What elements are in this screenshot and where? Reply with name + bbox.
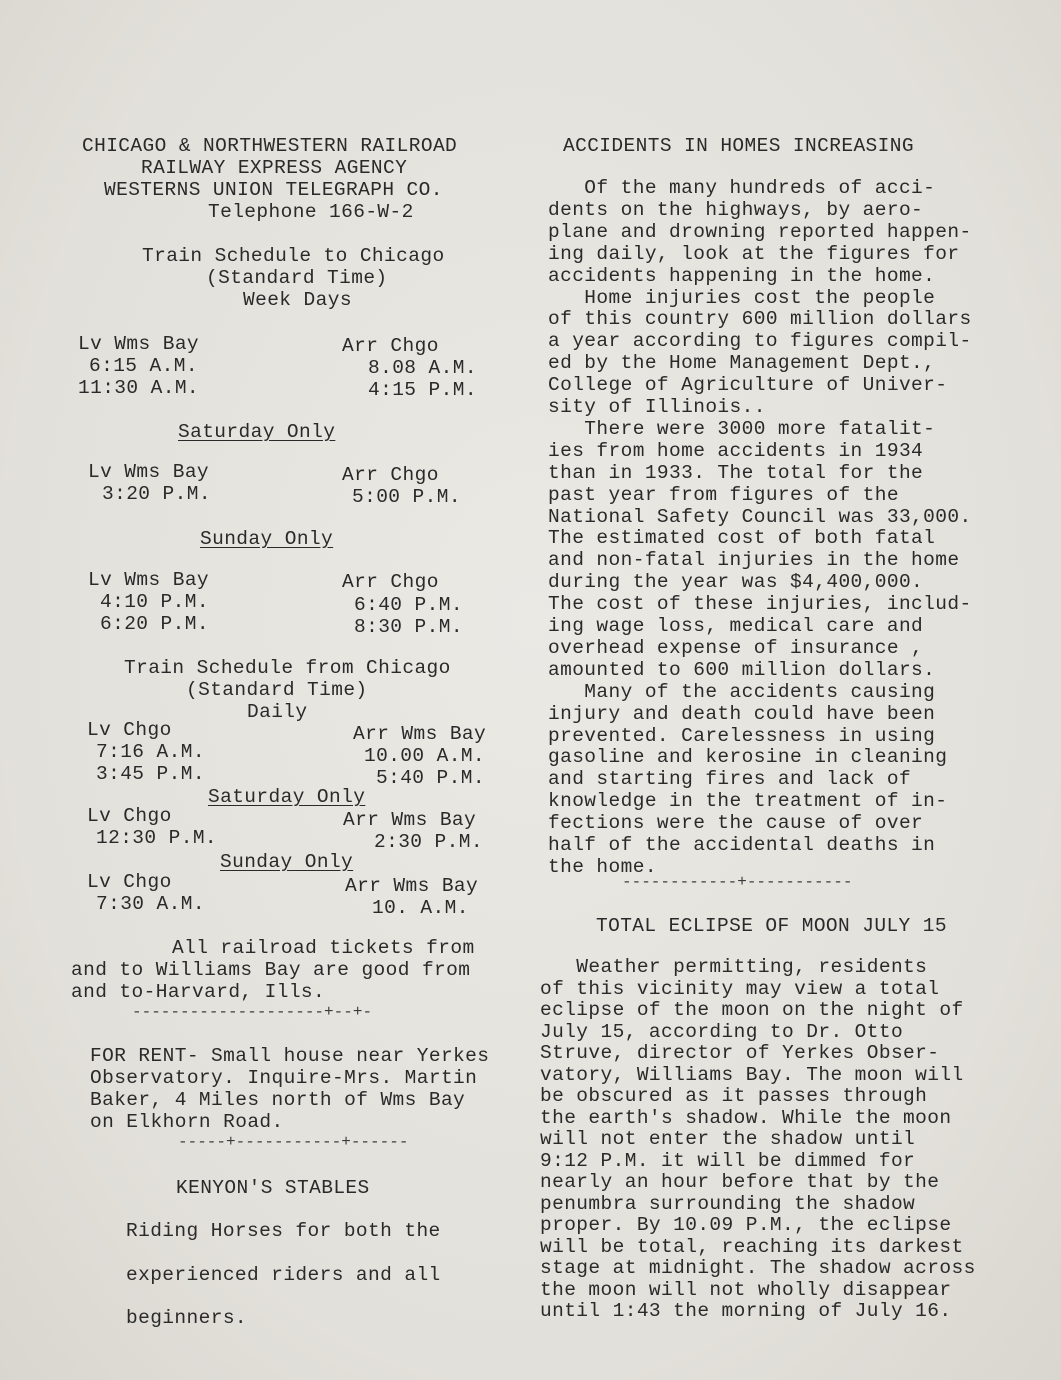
to-saturday-lv-1: 3:20 P.M. [102,483,211,505]
from-saturday-lv-1: 12:30 P.M. [96,827,218,849]
eclipse-title: TOTAL ECLIPSE OF MOON JULY 15 [596,915,947,937]
to-chicago-standard-time: (Standard Time) [206,267,388,289]
eclipse-text-line: vatory, Williams Bay. The moon will [540,1063,964,1086]
separator-line: -----+-----------+------ [178,1133,409,1151]
accidents-text-line: fections were the cause of over [548,812,924,835]
accidents-text-line: dents on the highways, by aero- [548,198,924,221]
from-chicago-daily: Daily [247,701,308,723]
eclipse-text-line: penumbra surrounding the shadow [540,1192,916,1215]
accidents-text-line: College of Agriculture of Univer- [548,374,948,397]
from-chicago-standard-time: (Standard Time) [186,679,368,701]
weekdays-lv-2: 11:30 A.M. [78,377,200,399]
from-saturday-lv-label: Lv Chgo [87,805,172,827]
eclipse-text-line: stage at midnight. The shadow across [540,1257,976,1279]
accidents-text-line: Many of the accidents causing [548,680,936,703]
eclipse-text-line: nearly an hour before that by the [540,1171,940,1193]
weekdays-arr-1: 8.08 A.M. [368,357,477,379]
eclipse-text-line: will not enter the shadow until [540,1128,916,1150]
accidents-text-line: amounted to 600 million dollars. [548,658,936,681]
eclipse-text-line: of this vicinity may view a total [540,977,940,1000]
for-rent-line-1: FOR RENT- Small house near Yerkes [90,1045,490,1067]
from-sunday-lv-1: 7:30 A.M. [96,893,205,915]
accidents-text-line: ing wage loss, medical care and [548,615,924,637]
accidents-text-line: and non-fatal injuries in the home [548,549,960,572]
accidents-text-line: accidents happening in the home. [548,264,936,287]
to-sunday-lv-1: 4:10 P.M. [100,591,209,613]
from-saturday-heading: Saturday Only [208,786,366,808]
tickets-note-line-3: and to-Harvard, Ills. [71,981,326,1003]
accidents-text-line: past year from figures of the [548,483,899,506]
accidents-text-line: The estimated cost of both fatal [548,527,936,550]
weekdays-lv-1: 6:15 A.M. [89,355,198,377]
accidents-text-line: plane and drowning reported happen- [548,220,972,243]
eclipse-text-line: the earth's shadow. While the moon [540,1106,952,1129]
header-line-express: RAILWAY EXPRESS AGENCY [141,157,408,179]
from-sunday-arr-1: 10. A.M. [372,897,469,919]
accidents-text-line: The cost of these injuries, includ- [548,593,972,616]
to-saturday-heading: Saturday Only [178,421,336,443]
to-saturday-arr-label: Arr Chgo [342,464,439,486]
to-sunday-heading: Sunday Only [200,528,334,550]
accidents-text-line: ies from home accidents in 1934 [548,439,924,462]
separator-line: ------------+----------- [622,873,853,891]
accidents-title: ACCIDENTS IN HOMES INCREASING [563,135,914,157]
eclipse-text-line: be obscured as it passes through [540,1085,928,1107]
to-chicago-title: Train Schedule to Chicago [142,245,445,267]
accidents-text-line: ed by the Home Management Dept., [548,352,936,375]
header-line-telegraph: WESTERNS UNION TELEGRAPH CO. [104,179,443,201]
accidents-text-line: during the year was $4,400,000. [548,571,924,594]
from-sunday-heading: Sunday Only [220,851,354,873]
separator-line: --------------------+--+- [132,1003,373,1021]
eclipse-text-line: will be total, reaching its darkest [540,1235,964,1258]
accidents-text-line: sity of Illinois.. [548,396,766,418]
for-rent-line-3: Baker, 4 Miles north of Wms Bay [90,1089,466,1111]
accidents-text-line: a year according to figures compil- [548,330,972,353]
stables-line-3: beginners. [126,1307,248,1329]
header-line-telephone: Telephone 166-W-2 [208,201,414,223]
to-sunday-arr-1: 6:40 P.M. [354,594,463,616]
accidents-text-line: of this country 600 million dollars [548,308,972,331]
tickets-note-line-1: All railroad tickets from [172,937,475,959]
accidents-text-line: There were 3000 more fatalit- [548,417,936,440]
to-saturday-lv-label: Lv Wms Bay [88,461,210,483]
eclipse-text-line: 9:12 P.M. it will be dimmed for [540,1149,916,1172]
accidents-text-line: Of the many hundreds of acci- [548,177,936,199]
accidents-text-line: half of the accidental deaths in [548,834,936,856]
accidents-text-line: Home injuries cost the people [548,286,936,309]
from-saturday-arr-label: Arr Wms Bay [343,809,477,831]
right-column [530,0,1061,1380]
eclipse-text-line: proper. By 10.09 P.M., the eclipse [540,1214,952,1236]
stables-title: KENYON'S STABLES [176,1177,370,1199]
accidents-text-line: gasoline and kerosine in cleaning [548,746,948,769]
to-sunday-arr-label: Arr Chgo [342,571,439,593]
for-rent-line-2: Observatory. Inquire-Mrs. Martin [90,1067,478,1089]
weekdays-arr-2: 4:15 P.M. [368,379,477,401]
accidents-text-line: overhead expense of insurance , [548,636,924,659]
eclipse-text-line: July 15, according to Dr. Otto [540,1020,904,1043]
eclipse-text-line: eclipse of the moon on the night of [540,999,964,1021]
from-sunday-lv-label: Lv Chgo [87,871,172,893]
from-chicago-title: Train Schedule from Chicago [124,657,451,679]
from-sunday-arr-label: Arr Wms Bay [345,875,479,897]
header-line-railroad: CHICAGO & NORTHWESTERN RAILROAD [82,135,458,157]
daily-lv-label: Lv Chgo [87,719,172,741]
eclipse-text-line: until 1:43 the morning of July 16. [540,1300,952,1322]
daily-arr-1: 10.00 A.M. [364,745,486,767]
weekdays-lv-label: Lv Wms Bay [78,333,200,355]
accidents-text-line: injury and death could have been [548,702,936,725]
to-sunday-lv-label: Lv Wms Bay [88,569,210,591]
accidents-text-line: and starting fires and lack of [548,768,912,791]
eclipse-text-line: Struve, director of Yerkes Obser- [540,1042,940,1064]
daily-lv-1: 7:16 A.M. [96,741,205,763]
daily-arr-2: 5:40 P.M. [376,767,485,789]
daily-arr-label: Arr Wms Bay [353,723,487,745]
to-chicago-week-days: Week Days [243,289,352,311]
for-rent-line-4: on Elkhorn Road. [90,1111,284,1133]
eclipse-text-line: Weather permitting, residents [540,956,928,978]
accidents-text-line: than in 1933. The total for the [548,461,924,484]
accidents-text-line: ing daily, look at the figures for [548,242,960,265]
tickets-note-line-2: and to Williams Bay are good from [71,959,471,981]
weekdays-arr-label: Arr Chgo [342,335,439,357]
accidents-text-line: knowledge in the treatment of in- [548,790,948,813]
stables-line-2: experienced riders and all [126,1264,441,1286]
to-sunday-lv-2: 6:20 P.M. [100,613,209,635]
eclipse-text-line: the moon will not wholly disappear [540,1278,952,1301]
accidents-text-line: National Safety Council was 33,000. [548,505,972,528]
left-column [0,0,530,1380]
daily-lv-2: 3:45 P.M. [96,763,205,785]
accidents-text-line: prevented. Carelessness in using [548,724,936,747]
accidents-text-line: the home. [548,855,657,878]
from-saturday-arr-1: 2:30 P.M. [374,831,483,853]
to-saturday-arr-1: 5:00 P.M. [352,486,461,508]
stables-line-1: Riding Horses for both the [126,1220,441,1242]
to-sunday-arr-2: 8:30 P.M. [354,616,463,638]
